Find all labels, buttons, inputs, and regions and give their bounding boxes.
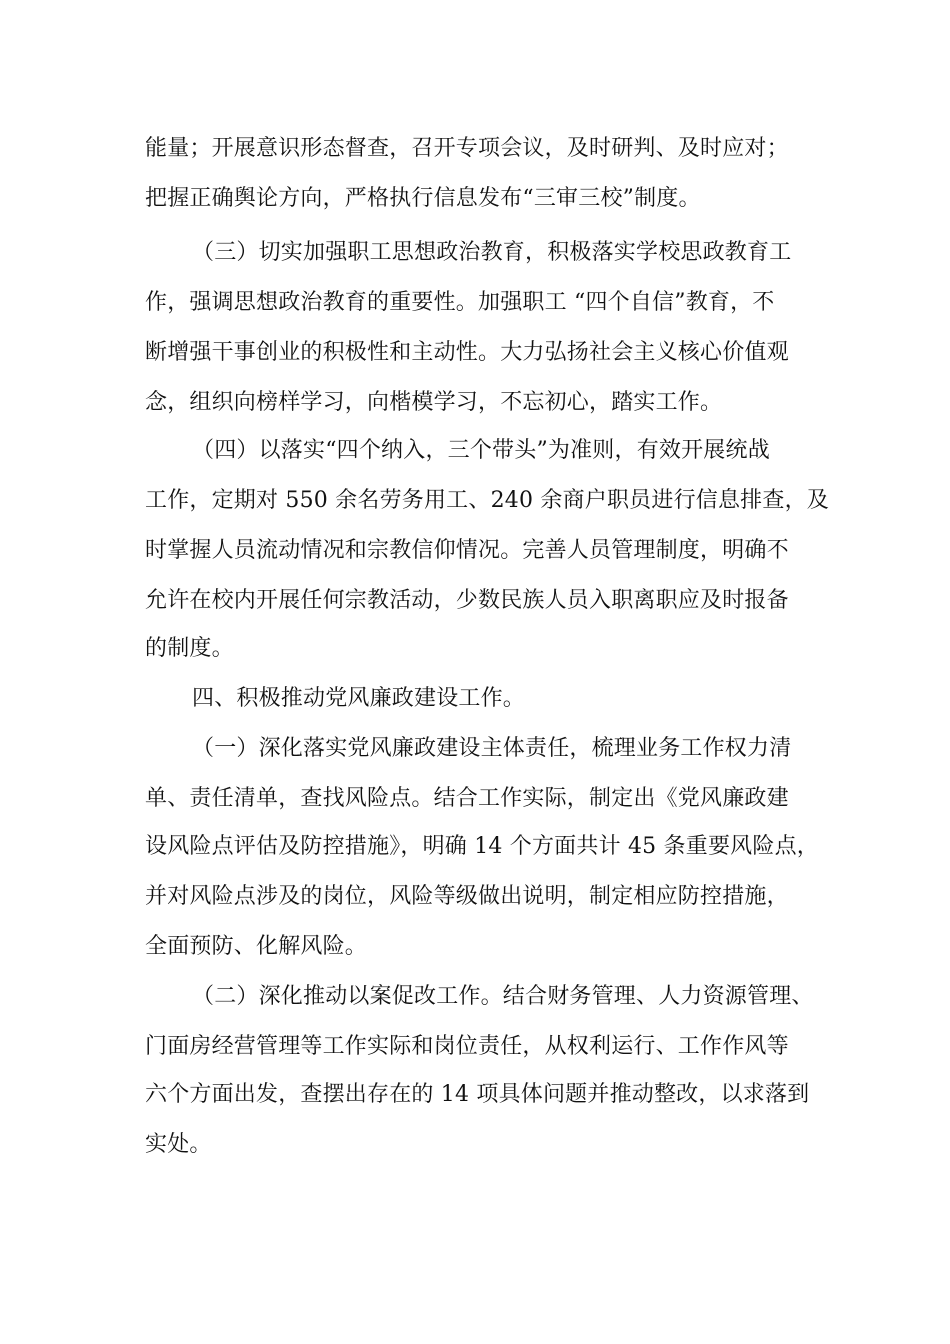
text-line: 作，强调思想政治教育的重要性。加强职工 “四个自信”教育，不 — [145, 290, 775, 315]
text-line: 把握正确舆论方向，严格执行信息发布“三审三校”制度。 — [145, 186, 701, 211]
text-line: 并对风险点涉及的岗位，风险等级做出说明，制定相应防控措施， — [145, 884, 789, 909]
text-line: 时掌握人员流动情况和宗教信仰情况。完善人员管理制度，明确不 — [145, 538, 789, 563]
text-line: 工作，定期对 550 余名劳务用工、240 余商户职员进行信息排查，及 — [145, 488, 829, 513]
paragraph-heading-line: （二）深化推动以案促改工作。结合财务管理、人力资源管理、 — [192, 984, 814, 1009]
paragraph-heading-line: （三）切实加强职工思想政治教育，积极落实学校思政教育工 — [192, 240, 792, 265]
text-line: 允许在校内开展任何宗教活动，少数民族人员入职离职应及时报备 — [145, 588, 789, 613]
text-line: 实处。 — [145, 1132, 212, 1157]
text-line: 设风险点评估及防控措施》，明确 14 个方面共计 45 条重要风险点， — [145, 834, 819, 859]
text-line: 单、责任清单，查找风险点。结合工作实际，制定出《党风廉政建 — [145, 786, 789, 811]
text-line: 全面预防、化解风险。 — [145, 934, 368, 959]
paragraph-heading-line: （四）以落实“四个纳入，三个带头”为准则，有效开展统战 — [192, 438, 770, 463]
text-line: 断增强干事创业的积极性和主动性。大力弘扬社会主义核心价值观 — [145, 340, 789, 365]
text-line: 门面房经营管理等工作实际和岗位责任，从权利运行、工作作风等 — [145, 1034, 789, 1059]
paragraph-heading-line: （一）深化落实党风廉政建设主体责任，梳理业务工作权力清 — [192, 736, 792, 761]
text-line: 念，组织向榜样学习，向楷模学习，不忘初心，踏实工作。 — [145, 390, 723, 415]
text-line: 能量；开展意识形态督查，召开专项会议，及时研判、及时应对； — [145, 136, 789, 161]
text-line: 六个方面出发，查摆出存在的 14 项具体问题并推动整改，以求落到 — [145, 1082, 810, 1107]
text-line: 的制度。 — [145, 636, 234, 661]
section-heading: 四、积极推动党风廉政建设工作。 — [192, 686, 526, 711]
